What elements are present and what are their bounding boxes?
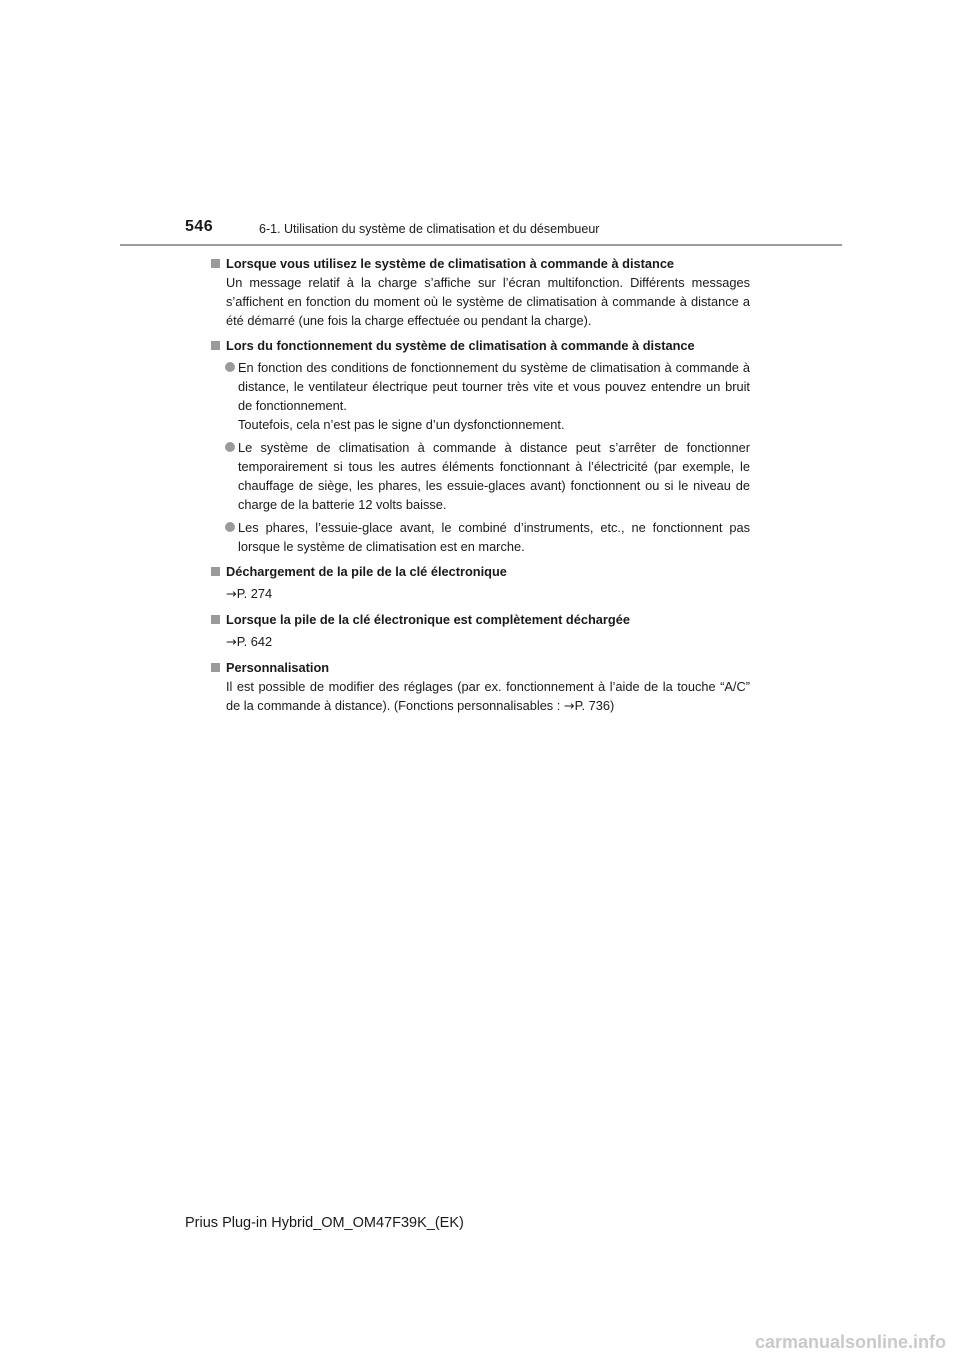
bullet-text: Le système de climatisation à commande à distance peut s’arrêter de fonctionner temporairement si tous les autres éléments fonctionnant à l’électricité (par exemple, le chauffage de siège, les phares, les essuie-glaces avant) fonctionnent ou si le niveau de charge de la batterie 12 volts baisse. [238, 440, 750, 512]
circle-bullet-icon [225, 522, 235, 532]
heading [210, 254, 750, 273]
section-title: 6-1. Utilisation du système de climatisation et du désembueur [259, 222, 600, 236]
page-number: 546 [185, 218, 214, 235]
reference-text[interactable]: P. 736) [574, 698, 615, 713]
heading-text: Lors du fonctionnement du système de climatisation à commande à distance [226, 338, 695, 353]
heading-text: Lorsque vous utilisez le système de climatisation à commande à distance [226, 256, 675, 271]
arrow-right-icon: → [226, 635, 237, 650]
arrow-right-icon: → [226, 587, 237, 602]
heading-text: Lorsque la pile de la clé électronique est complètement déchargée [226, 612, 630, 627]
paragraph: Un message relatif à la charge s’affiche sur l’écran multifonction. Différents messages s’affichent en fonction du moment où le système de climatisation à commande à distance a été démarré (une fois la charge effectuée ou pendant la charge). [226, 275, 750, 328]
paragraph-text: Il est possible de modifier des réglages (par ex. fonctionnement à l’aide de la touche “A/C” de la commande à distance). (Fonctions personnalisables : [226, 679, 750, 713]
bullet-text: Toutefois, cela n’est pas le signe d’un dysfonctionnement. [238, 417, 565, 432]
block-customization [210, 658, 750, 716]
square-bullet-icon [211, 341, 220, 350]
reference-text[interactable]: P. 642 [236, 634, 273, 649]
square-bullet-icon [211, 567, 220, 576]
page-reference[interactable] [210, 632, 750, 652]
square-bullet-icon [211, 615, 220, 624]
bullet-item [210, 518, 750, 556]
circle-bullet-icon [225, 442, 235, 452]
heading-text: Personnalisation [226, 660, 330, 675]
page-reference[interactable] [210, 584, 750, 604]
watermark: carmanualsonline.info [754, 1332, 946, 1352]
circle-bullet-icon [225, 362, 235, 372]
heading [210, 610, 750, 629]
content [210, 254, 750, 722]
bullet-item [210, 358, 750, 434]
heading-text: Déchargement de la pile de la clé électronique [226, 564, 507, 579]
heading [210, 562, 750, 581]
reference-text[interactable]: P. 274 [236, 586, 273, 601]
heading [210, 336, 750, 355]
square-bullet-icon [211, 259, 220, 268]
block-remote-ac-use [210, 254, 750, 330]
footer-doc-id: Prius Plug-in Hybrid_OM_OM47F39K_(EK) [185, 1215, 464, 1231]
paragraph [210, 677, 750, 716]
block-key-battery-discharge [210, 562, 750, 604]
header-divider [120, 244, 842, 246]
square-bullet-icon [211, 663, 220, 672]
block-key-battery-depleted [210, 610, 750, 652]
bullet-text: Les phares, l’essuie-glace avant, le combiné d’instruments, etc., ne fonctionnent pas lorsque le système de climatisation est en marche. [238, 520, 750, 554]
heading [210, 658, 750, 677]
arrow-right-icon: → [563, 699, 575, 714]
block-remote-ac-operation [210, 336, 750, 556]
bullet-item [210, 438, 750, 514]
bullet-text: En fonction des conditions de fonctionnement du système de climatisation à commande à distance, le ventilateur électrique peut tourner très vite et vous pouvez entendre un bruit de fonctionnement. [238, 360, 750, 413]
